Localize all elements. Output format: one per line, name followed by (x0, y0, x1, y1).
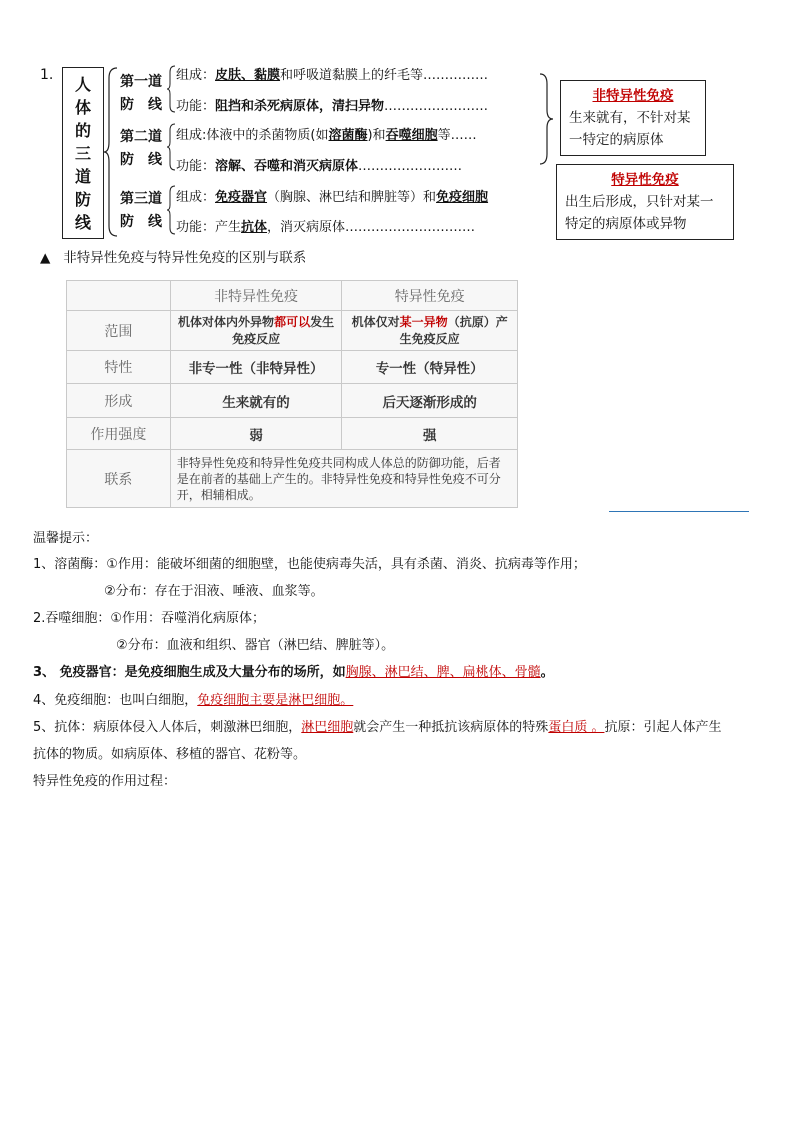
tip-line: 特异性免疫的作用过程： (33, 774, 177, 789)
row-label: 特性 (67, 351, 171, 384)
nonspecific-immunity-box (560, 80, 706, 156)
label: 功能： (176, 99, 216, 114)
third-line-function (176, 216, 475, 235)
specific-immunity-box (556, 164, 734, 240)
dots: …………………… (384, 99, 489, 114)
cell-text: 机体对体内外异物 (178, 314, 275, 329)
title-char: 体 (74, 97, 91, 117)
tip-highlight: 胸腺、淋巴结、脾、扁桃体、骨髓 (345, 665, 541, 680)
dots: …… (450, 128, 477, 143)
item-number: 1. (40, 67, 54, 83)
box-title: 特异性免疫 (611, 172, 679, 188)
line-name-top: 第二道 (120, 129, 162, 145)
line-name-top: 第三道 (120, 191, 162, 207)
text: )和 (367, 128, 386, 143)
tip-highlight: 免疫细胞主要是淋巴细胞。 (197, 693, 354, 708)
label: 功能： (176, 159, 216, 174)
blue-divider (609, 511, 749, 512)
second-line-composition (176, 124, 477, 143)
group-brace-icon (539, 72, 555, 166)
title-char: 线 (74, 212, 91, 232)
triangle-icon: ▲ (40, 250, 51, 266)
box-description: 生来就有，不针对某一特定的病原体 (569, 110, 691, 148)
key-term: 溶菌酶 (328, 128, 368, 143)
tip-highlight: 蛋白质 。 (548, 720, 605, 735)
cell-highlight: 都可以 (274, 314, 311, 329)
tip-text: 抗原：引起人体产生 (604, 720, 722, 735)
key-term: 抗体 (241, 220, 268, 235)
dots: …………………… (358, 159, 463, 174)
main-brace-icon (103, 66, 119, 238)
dots: …………… (423, 68, 489, 83)
table-cell: 后天逐渐形成的 (342, 384, 518, 418)
third-line-composition (176, 186, 488, 205)
table-cell: 强 (342, 418, 518, 450)
text: ，消灭病原体 (267, 220, 346, 235)
brace-icon (166, 122, 176, 172)
tip-highlight: 淋巴细胞 (301, 720, 354, 735)
table-row (67, 418, 518, 450)
heading-text: 非特异性免疫与特异性免疫的区别与联系 (63, 250, 307, 266)
table-cell: 弱 (170, 418, 342, 450)
table-row (67, 351, 518, 384)
tip-line: ②分布：存在于泪液、唾液、血浆等。 (104, 584, 324, 599)
table-cell: 专一性（特异性） (342, 351, 518, 384)
label: 组成： (176, 190, 216, 205)
cell-text: 发生免疫反应 (232, 314, 335, 346)
table-row (67, 384, 518, 418)
title-char: 道 (74, 166, 91, 186)
tip-text: 。 (540, 665, 554, 680)
label: 组成： (176, 68, 216, 83)
tip-line (33, 689, 353, 708)
key-term: 吞噬细胞 (385, 128, 438, 143)
key-term: 皮肤、黏膜 (215, 68, 281, 83)
third-line-name (120, 188, 162, 234)
table-header-cell: 特异性免疫 (342, 281, 518, 311)
text: （胸腺、淋巴结和脾脏等）和 (267, 190, 437, 205)
comparison-table (66, 280, 518, 508)
tip-text: 5、抗体：病原体侵入人体后，刺激淋巴细胞， (33, 720, 302, 735)
table-row (67, 450, 518, 508)
text: 等 (437, 128, 451, 143)
text: 和呼吸道黏膜上的纤毛等 (280, 68, 424, 83)
table-header-cell: 非特异性免疫 (170, 281, 342, 311)
text: 体液中的杀菌物质(如 (206, 128, 329, 143)
title-char: 防 (74, 189, 91, 209)
tip-line (33, 716, 721, 735)
label: 组成: (176, 128, 207, 143)
box-description: 出生后形成，只针对某一特定的病原体或异物 (565, 194, 714, 232)
label: 功能：产生 (176, 220, 242, 235)
row-label: 范围 (67, 311, 171, 351)
tip-line: 1、溶菌酶：①作用：能破坏细菌的细胞壁，也能使病毒失活，具有杀菌、消炎、抗病毒等作用； (33, 557, 586, 572)
table-cell: 非专一性（非特异性） (170, 351, 342, 384)
tip-line: 抗体的物质。如病原体、移植的器官、花粉等。 (33, 747, 307, 762)
title-char: 的 (74, 120, 91, 140)
first-line-composition (176, 64, 488, 83)
tip-text: 4、免疫细胞：也叫白细胞， (33, 693, 198, 708)
table-cell: 生来就有的 (170, 384, 342, 418)
table-header-row (67, 281, 518, 311)
second-line-function (176, 155, 462, 174)
row-label: 作用强度 (67, 418, 171, 450)
tip-line (33, 661, 554, 680)
brace-icon (166, 64, 176, 114)
table-row (67, 311, 518, 351)
key-term: 溶解、吞噬和消灭病原体 (215, 159, 359, 174)
tip-line: 2.吞噬细胞：①作用：吞噬消化病原体； (33, 611, 266, 626)
section-heading (40, 246, 306, 266)
line-name-top: 第一道 (120, 74, 162, 90)
cell-highlight: 某一异物 (399, 314, 448, 329)
line-name-bottom: 防 线 (120, 214, 162, 230)
second-line-name (120, 126, 162, 172)
table-merged-cell: 非特异性免疫和特异性免疫共同构成人体总的防御功能，后者是在前者的基础上产生的。非特异性免疫和特异性免疫不可分开，相辅相成。 (170, 450, 517, 508)
row-label: 联系 (67, 450, 171, 508)
tips-title: 温馨提示： (33, 531, 99, 546)
line-name-bottom: 防 线 (120, 97, 162, 113)
key-term: 免疫细胞 (436, 190, 489, 205)
first-line-name (120, 71, 162, 117)
box-title: 非特异性免疫 (592, 88, 674, 104)
title-char: 三 (74, 143, 91, 163)
key-term: 免疫器官 (215, 190, 268, 205)
three-defense-lines-title (62, 67, 104, 239)
table-cell (342, 311, 518, 351)
tip-text: 就会产生一种抵抗该病原体的特殊 (353, 720, 549, 735)
tip-line: ②分布：血液和组织、器官（淋巴结、脾脏等）。 (116, 638, 395, 653)
table-header-cell (67, 281, 171, 311)
row-label: 形成 (67, 384, 171, 418)
cell-text: （抗原）产生免疫反应 (399, 314, 508, 346)
brace-icon (166, 184, 176, 236)
dots: ………………………… (345, 220, 476, 235)
first-line-function (176, 95, 488, 114)
tip-text: 3、 免疫器官：是免疫细胞生成及大量分布的场所，如 (33, 665, 346, 680)
title-char: 人 (74, 74, 91, 94)
cell-text: 机体仅对 (351, 314, 400, 329)
key-term: 阻挡和杀死病原体，清扫异物 (215, 99, 385, 114)
line-name-bottom: 防 线 (120, 152, 162, 168)
table-cell (170, 311, 342, 351)
